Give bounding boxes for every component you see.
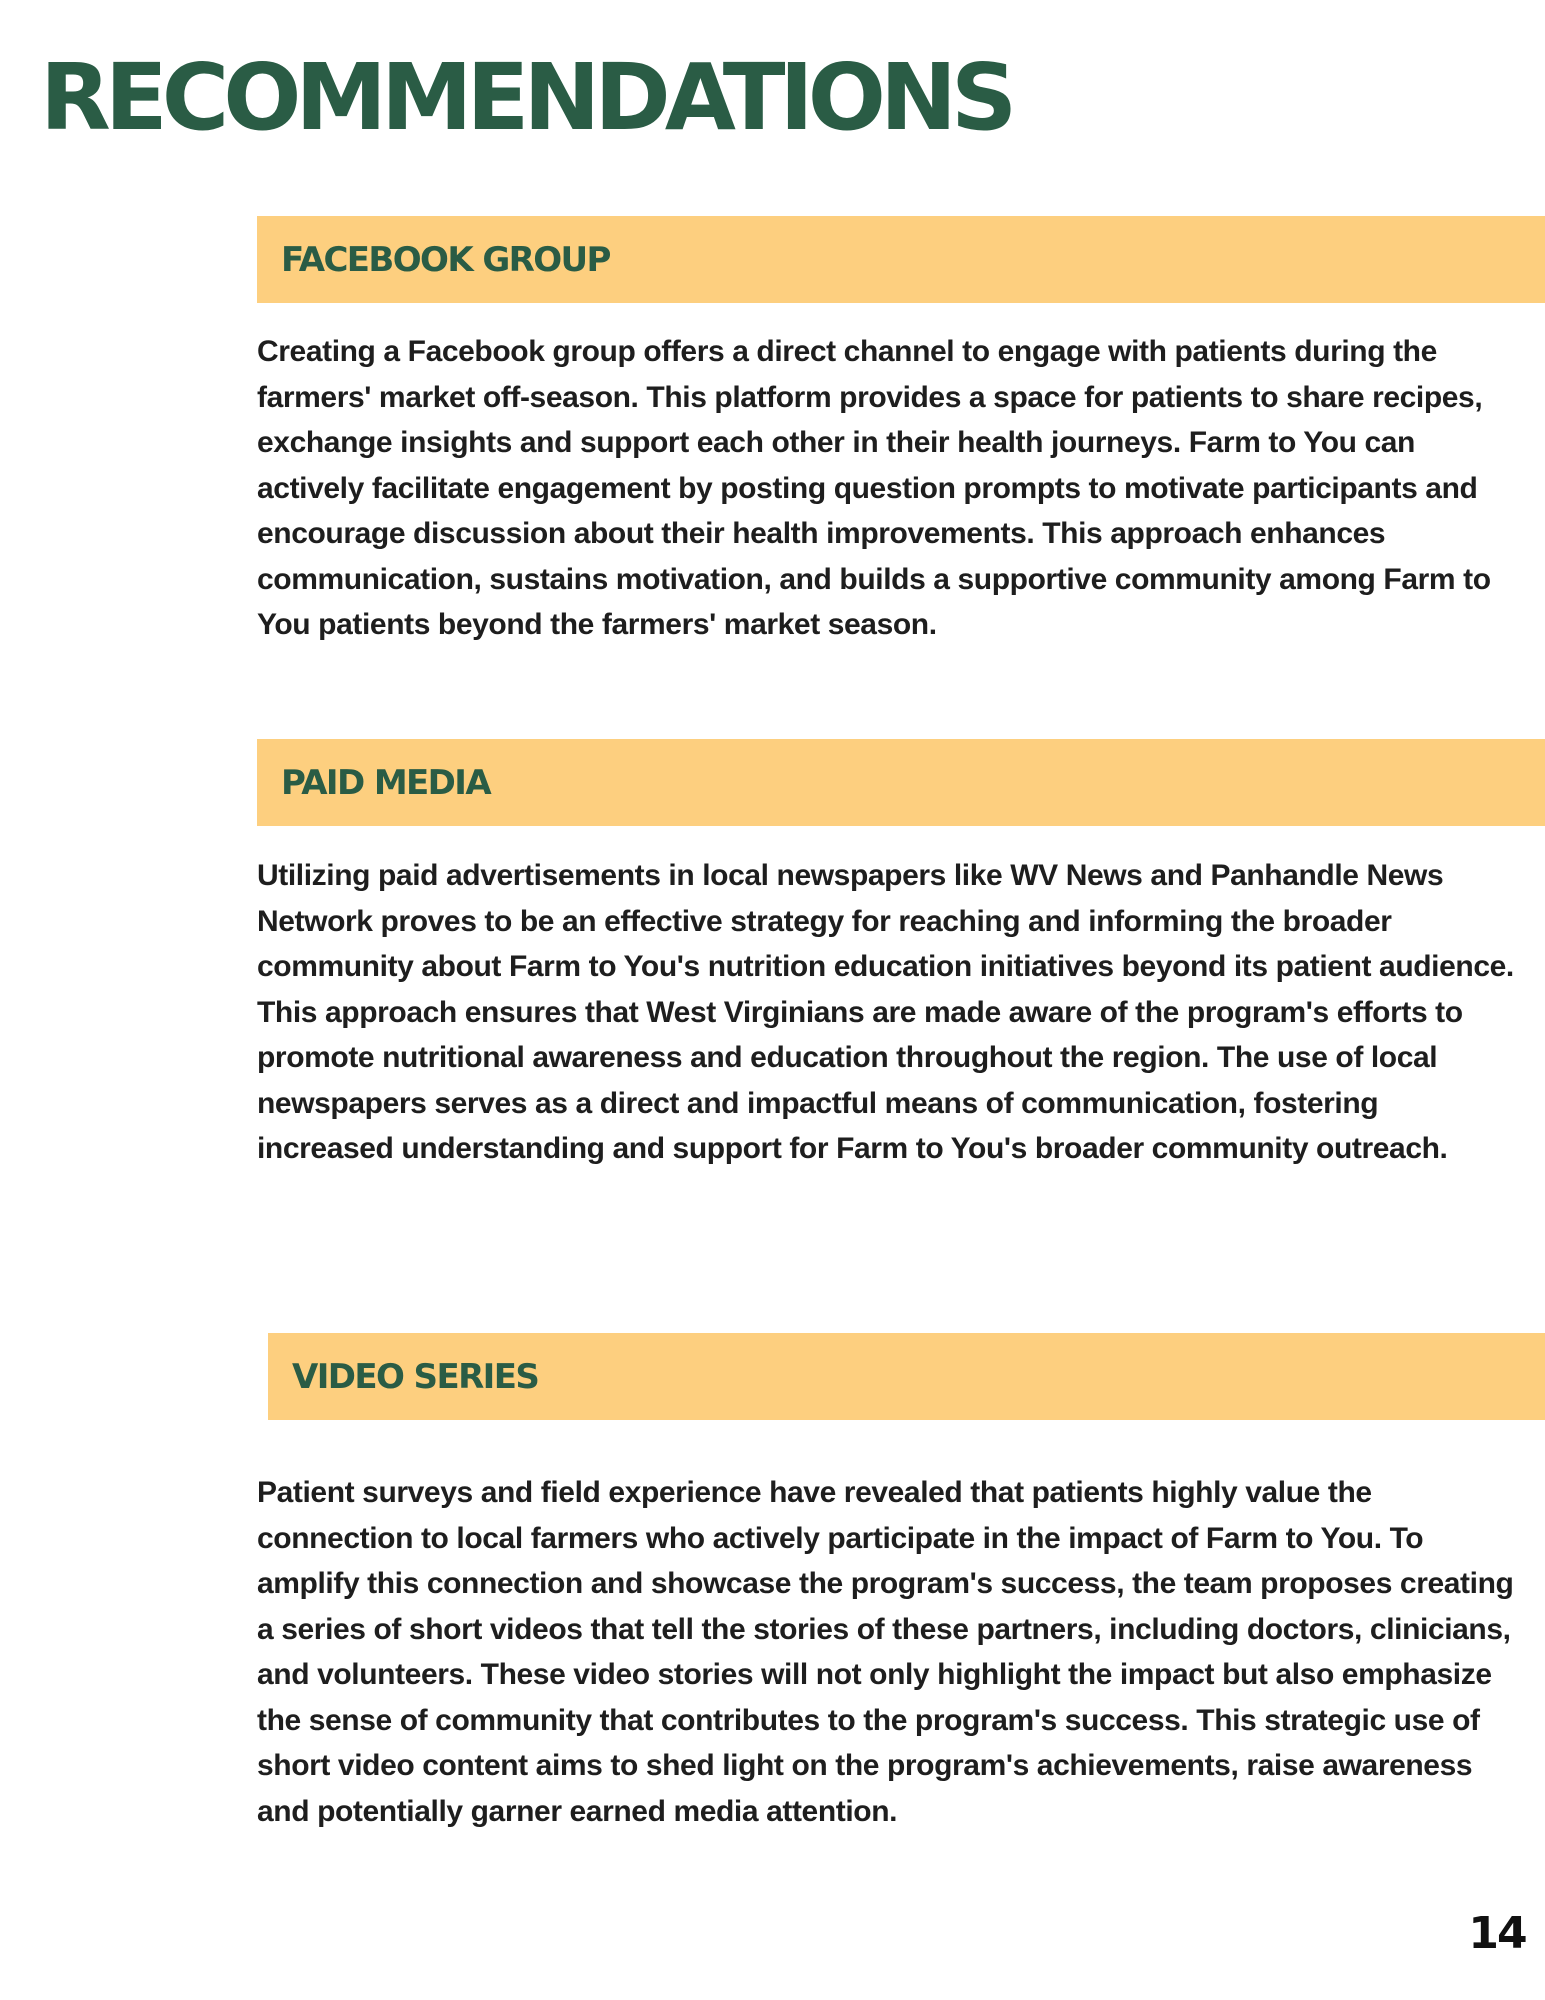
- page-number: 14: [1468, 1908, 1526, 1959]
- section-body-paid-media: Utilizing paid advertisements in local newspapers like WV News and Panhandle News Network proves to be an effective strategy for reaching and informing the broader community about Farm to You's nutrition education initiatives beyond its patient audience. This approach ensures that West Virginians are made aware of the program's efforts to promote nutritional awareness and education throughout the region. The use of local newspapers serves as a direct and impactful means of communication, fostering increased understanding and support for Farm to You's broader community outreach.: [257, 859, 1514, 1165]
- section-heading-facebook-group: FACEBOOK GROUP: [281, 239, 610, 280]
- section-band-paid-media: [257, 739, 1545, 826]
- section-band-video-series: [268, 1333, 1545, 1420]
- section-heading-paid-media: PAID MEDIA: [281, 762, 491, 803]
- section-body-video-series: Patient surveys and field experience have revealed that patients highly value the connection to local farmers who actively participate in the impact of Farm to You. To amplify this connection and showcase the program's success, the team proposes creating a series of short videos that tell the stories of these partners, including doctors, clinicians, and volunteers. These video stories will not only highlight the impact but also emphasize the sense of community that contributes to the program's success. This strategic use of short video content aims to shed light on the program's achievements, raise awareness and potentially garner earned media attention.: [257, 1476, 1514, 1828]
- section-body-facebook-group: Creating a Facebook group offers a direct channel to engage with patients during the farmers' market off-season. This platform provides a space for patients to share recipes, exchange insights and support each other in their health journeys. Farm to You can actively facilitate engagement by posting question prompts to motivate participants and encourage discussion about their health improvements. This approach enhances communication, sustains motivation, and builds a supportive community among Farm to You patients beyond the farmers' market season.: [257, 335, 1491, 641]
- section-heading-video-series: VIDEO SERIES: [292, 1356, 539, 1397]
- page-title: RECOMMENDATIONS: [40, 44, 1012, 151]
- section-band-facebook-group: [257, 216, 1545, 303]
